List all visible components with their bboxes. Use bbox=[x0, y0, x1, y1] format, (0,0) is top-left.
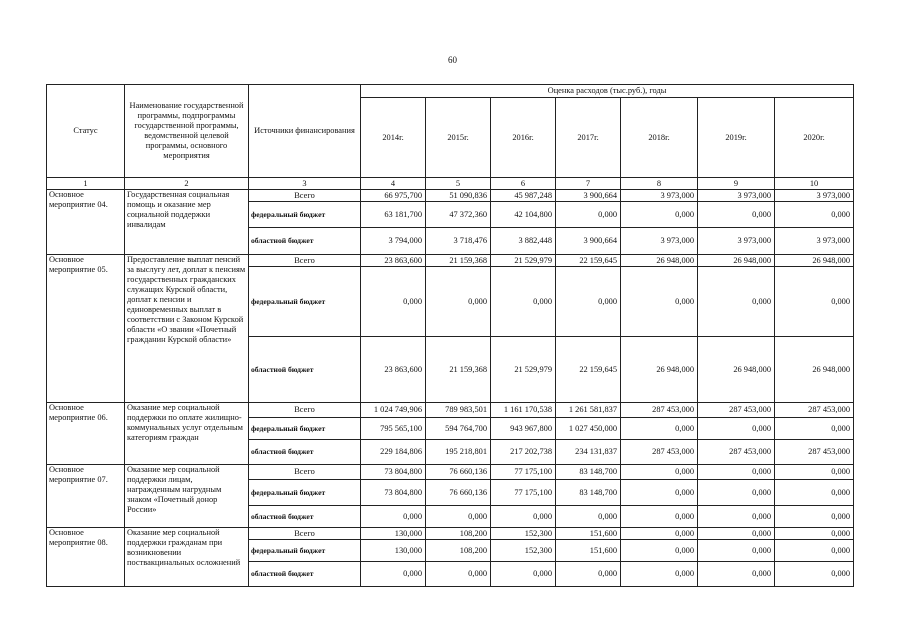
value-cell: 287 453,000 bbox=[698, 440, 775, 465]
value-cell: 0,000 bbox=[621, 562, 698, 587]
funding-source-cell: Всего bbox=[249, 255, 361, 267]
value-cell: 0,000 bbox=[698, 418, 775, 440]
value-cell: 3 973,000 bbox=[775, 228, 854, 255]
column-number: 7 bbox=[556, 178, 621, 190]
value-cell: 0,000 bbox=[775, 562, 854, 587]
funding-source-cell: федеральный бюджет bbox=[249, 480, 361, 506]
value-cell: 0,000 bbox=[775, 202, 854, 228]
header-year: 2015г. bbox=[426, 98, 491, 178]
value-cell: 152,300 bbox=[491, 540, 556, 562]
funding-source-cell: федеральный бюджет bbox=[249, 418, 361, 440]
table-row bbox=[47, 255, 854, 267]
value-cell: 0,000 bbox=[621, 267, 698, 337]
value-cell: 76 660,136 bbox=[426, 480, 491, 506]
funding-source-cell: областной бюджет bbox=[249, 228, 361, 255]
value-cell: 76 660,136 bbox=[426, 465, 491, 480]
header-expenditure-estimate: Оценка расходов (тыс.руб.), годы bbox=[361, 85, 854, 98]
funding-source-cell: областной бюджет bbox=[249, 506, 361, 528]
table-row bbox=[47, 403, 854, 418]
value-cell: 26 948,000 bbox=[698, 255, 775, 267]
column-number: 5 bbox=[426, 178, 491, 190]
value-cell: 594 764,700 bbox=[426, 418, 491, 440]
program-name-cell: Предоставление выплат пенсий за выслугу лет, доплат к пенсиям государственных гражданских служащих Курской области, доплат к пенсии и единовременных выплат в соответствии с Законом Курской области «О звании «Почетный гражданин Курской области» bbox=[125, 255, 249, 403]
value-cell: 152,300 bbox=[491, 528, 556, 540]
value-cell: 0,000 bbox=[621, 528, 698, 540]
value-cell: 77 175,100 bbox=[491, 480, 556, 506]
value-cell: 0,000 bbox=[426, 267, 491, 337]
value-cell: 3 973,000 bbox=[775, 190, 854, 202]
value-cell: 1 261 581,837 bbox=[556, 403, 621, 418]
column-number: 8 bbox=[621, 178, 698, 190]
value-cell: 287 453,000 bbox=[698, 403, 775, 418]
value-cell: 3 794,000 bbox=[361, 228, 426, 255]
column-number: 3 bbox=[249, 178, 361, 190]
value-cell: 108,200 bbox=[426, 528, 491, 540]
value-cell: 0,000 bbox=[556, 202, 621, 228]
value-cell: 0,000 bbox=[491, 506, 556, 528]
value-cell: 21 529,979 bbox=[491, 337, 556, 403]
value-cell: 108,200 bbox=[426, 540, 491, 562]
value-cell: 0,000 bbox=[698, 480, 775, 506]
value-cell: 0,000 bbox=[775, 418, 854, 440]
funding-source-cell: федеральный бюджет bbox=[249, 267, 361, 337]
value-cell: 287 453,000 bbox=[621, 403, 698, 418]
value-cell: 0,000 bbox=[621, 480, 698, 506]
value-cell: 3 973,000 bbox=[698, 228, 775, 255]
header-program-name: Наименование государственной программы, подпрограммы государственной программы, ведомственной целевой программы, основного мероприятия bbox=[125, 85, 249, 178]
value-cell: 21 529,979 bbox=[491, 255, 556, 267]
value-cell: 3 973,000 bbox=[621, 190, 698, 202]
value-cell: 195 218,801 bbox=[426, 440, 491, 465]
value-cell: 83 148,700 bbox=[556, 480, 621, 506]
value-cell: 0,000 bbox=[698, 202, 775, 228]
value-cell: 130,000 bbox=[361, 528, 426, 540]
value-cell: 0,000 bbox=[556, 267, 621, 337]
value-cell: 73 804,800 bbox=[361, 465, 426, 480]
header-status: Статус bbox=[47, 85, 125, 178]
value-cell: 0,000 bbox=[556, 562, 621, 587]
status-cell: Основное мероприятие 07. bbox=[47, 465, 125, 528]
value-cell: 0,000 bbox=[361, 562, 426, 587]
value-cell: 3 900,664 bbox=[556, 228, 621, 255]
value-cell: 0,000 bbox=[775, 480, 854, 506]
header-year: 2020г. bbox=[775, 98, 854, 178]
column-number: 1 bbox=[47, 178, 125, 190]
value-cell: 217 202,738 bbox=[491, 440, 556, 465]
funding-source-cell: Всего bbox=[249, 528, 361, 540]
page-number: 60 bbox=[448, 55, 457, 65]
value-cell: 3 900,664 bbox=[556, 190, 621, 202]
value-cell: 0,000 bbox=[621, 418, 698, 440]
column-number: 4 bbox=[361, 178, 426, 190]
value-cell: 47 372,360 bbox=[426, 202, 491, 228]
value-cell: 73 804,800 bbox=[361, 480, 426, 506]
value-cell: 26 948,000 bbox=[775, 337, 854, 403]
value-cell: 83 148,700 bbox=[556, 465, 621, 480]
value-cell: 1 027 450,000 bbox=[556, 418, 621, 440]
value-cell: 22 159,645 bbox=[556, 337, 621, 403]
value-cell: 0,000 bbox=[698, 465, 775, 480]
funding-source-cell: федеральный бюджет bbox=[249, 202, 361, 228]
column-number: 9 bbox=[698, 178, 775, 190]
header-year: 2016г. bbox=[491, 98, 556, 178]
table-row bbox=[47, 465, 854, 480]
value-cell: 0,000 bbox=[698, 506, 775, 528]
value-cell: 151,600 bbox=[556, 540, 621, 562]
value-cell: 0,000 bbox=[491, 267, 556, 337]
value-cell: 21 159,368 bbox=[426, 255, 491, 267]
funding-source-cell: Всего bbox=[249, 465, 361, 480]
value-cell: 26 948,000 bbox=[621, 337, 698, 403]
funding-source-cell: Всего bbox=[249, 403, 361, 418]
value-cell: 0,000 bbox=[775, 540, 854, 562]
value-cell: 0,000 bbox=[361, 506, 426, 528]
funding-source-cell: областной бюджет bbox=[249, 337, 361, 403]
header-funding-sources: Источники финансирования bbox=[249, 85, 361, 178]
program-name-cell: Государственная социальная помощь и оказание мер социальной поддержки инвалидам bbox=[125, 190, 249, 255]
program-name-cell: Оказание мер социальной поддержки лицам, награжденным нагрудным знаком «Почетный донор России» bbox=[125, 465, 249, 528]
value-cell: 0,000 bbox=[775, 528, 854, 540]
header-year: 2019г. bbox=[698, 98, 775, 178]
value-cell: 0,000 bbox=[426, 506, 491, 528]
value-cell: 26 948,000 bbox=[621, 255, 698, 267]
funding-source-cell: федеральный бюджет bbox=[249, 540, 361, 562]
status-cell: Основное мероприятие 04. bbox=[47, 190, 125, 255]
value-cell: 287 453,000 bbox=[775, 403, 854, 418]
value-cell: 0,000 bbox=[491, 562, 556, 587]
status-cell: Основное мероприятие 06. bbox=[47, 403, 125, 465]
table-row bbox=[47, 528, 854, 540]
value-cell: 0,000 bbox=[775, 267, 854, 337]
value-cell: 45 987,248 bbox=[491, 190, 556, 202]
program-name-cell: Оказание мер социальной поддержки по оплате жилищно-коммунальных услуг отдельным категориям граждан bbox=[125, 403, 249, 465]
value-cell: 77 175,100 bbox=[491, 465, 556, 480]
program-name-cell: Оказание мер социальной поддержки гражданам при возникновении поствакцинальных осложнений bbox=[125, 528, 249, 587]
value-cell: 63 181,700 bbox=[361, 202, 426, 228]
header-year: 2018г. bbox=[621, 98, 698, 178]
header-year: 2014г. bbox=[361, 98, 426, 178]
value-cell: 21 159,368 bbox=[426, 337, 491, 403]
table-row bbox=[47, 190, 854, 202]
value-cell: 0,000 bbox=[621, 202, 698, 228]
value-cell: 3 882,448 bbox=[491, 228, 556, 255]
column-number: 10 bbox=[775, 178, 854, 190]
value-cell: 51 090,836 bbox=[426, 190, 491, 202]
value-cell: 3 718,476 bbox=[426, 228, 491, 255]
value-cell: 0,000 bbox=[621, 506, 698, 528]
funding-source-cell: областной бюджет bbox=[249, 440, 361, 465]
column-number: 2 bbox=[125, 178, 249, 190]
value-cell: 943 967,800 bbox=[491, 418, 556, 440]
value-cell: 23 863,600 bbox=[361, 255, 426, 267]
value-cell: 3 973,000 bbox=[621, 228, 698, 255]
value-cell: 0,000 bbox=[426, 562, 491, 587]
value-cell: 23 863,600 bbox=[361, 337, 426, 403]
table-body bbox=[47, 190, 854, 587]
funding-source-cell: Всего bbox=[249, 190, 361, 202]
header-year: 2017г. bbox=[556, 98, 621, 178]
value-cell: 0,000 bbox=[621, 540, 698, 562]
status-cell: Основное мероприятие 08. bbox=[47, 528, 125, 587]
value-cell: 234 131,837 bbox=[556, 440, 621, 465]
value-cell: 287 453,000 bbox=[621, 440, 698, 465]
status-cell: Основное мероприятие 05. bbox=[47, 255, 125, 403]
value-cell: 1 161 170,538 bbox=[491, 403, 556, 418]
value-cell: 66 975,700 bbox=[361, 190, 426, 202]
value-cell: 0,000 bbox=[775, 465, 854, 480]
value-cell: 130,000 bbox=[361, 540, 426, 562]
value-cell: 0,000 bbox=[698, 562, 775, 587]
value-cell: 0,000 bbox=[698, 540, 775, 562]
funding-source-cell: областной бюджет bbox=[249, 562, 361, 587]
value-cell: 0,000 bbox=[698, 528, 775, 540]
value-cell: 26 948,000 bbox=[698, 337, 775, 403]
value-cell: 0,000 bbox=[361, 267, 426, 337]
value-cell: 26 948,000 bbox=[775, 255, 854, 267]
value-cell: 42 104,800 bbox=[491, 202, 556, 228]
value-cell: 789 983,501 bbox=[426, 403, 491, 418]
value-cell: 0,000 bbox=[556, 506, 621, 528]
value-cell: 0,000 bbox=[621, 465, 698, 480]
column-numbers-row bbox=[47, 178, 854, 190]
value-cell: 22 159,645 bbox=[556, 255, 621, 267]
value-cell: 0,000 bbox=[775, 506, 854, 528]
value-cell: 1 024 749,906 bbox=[361, 403, 426, 418]
expenditure-table bbox=[46, 84, 854, 587]
value-cell: 229 184,806 bbox=[361, 440, 426, 465]
value-cell: 287 453,000 bbox=[775, 440, 854, 465]
value-cell: 0,000 bbox=[698, 267, 775, 337]
value-cell: 795 565,100 bbox=[361, 418, 426, 440]
value-cell: 3 973,000 bbox=[698, 190, 775, 202]
value-cell: 151,600 bbox=[556, 528, 621, 540]
column-number: 6 bbox=[491, 178, 556, 190]
